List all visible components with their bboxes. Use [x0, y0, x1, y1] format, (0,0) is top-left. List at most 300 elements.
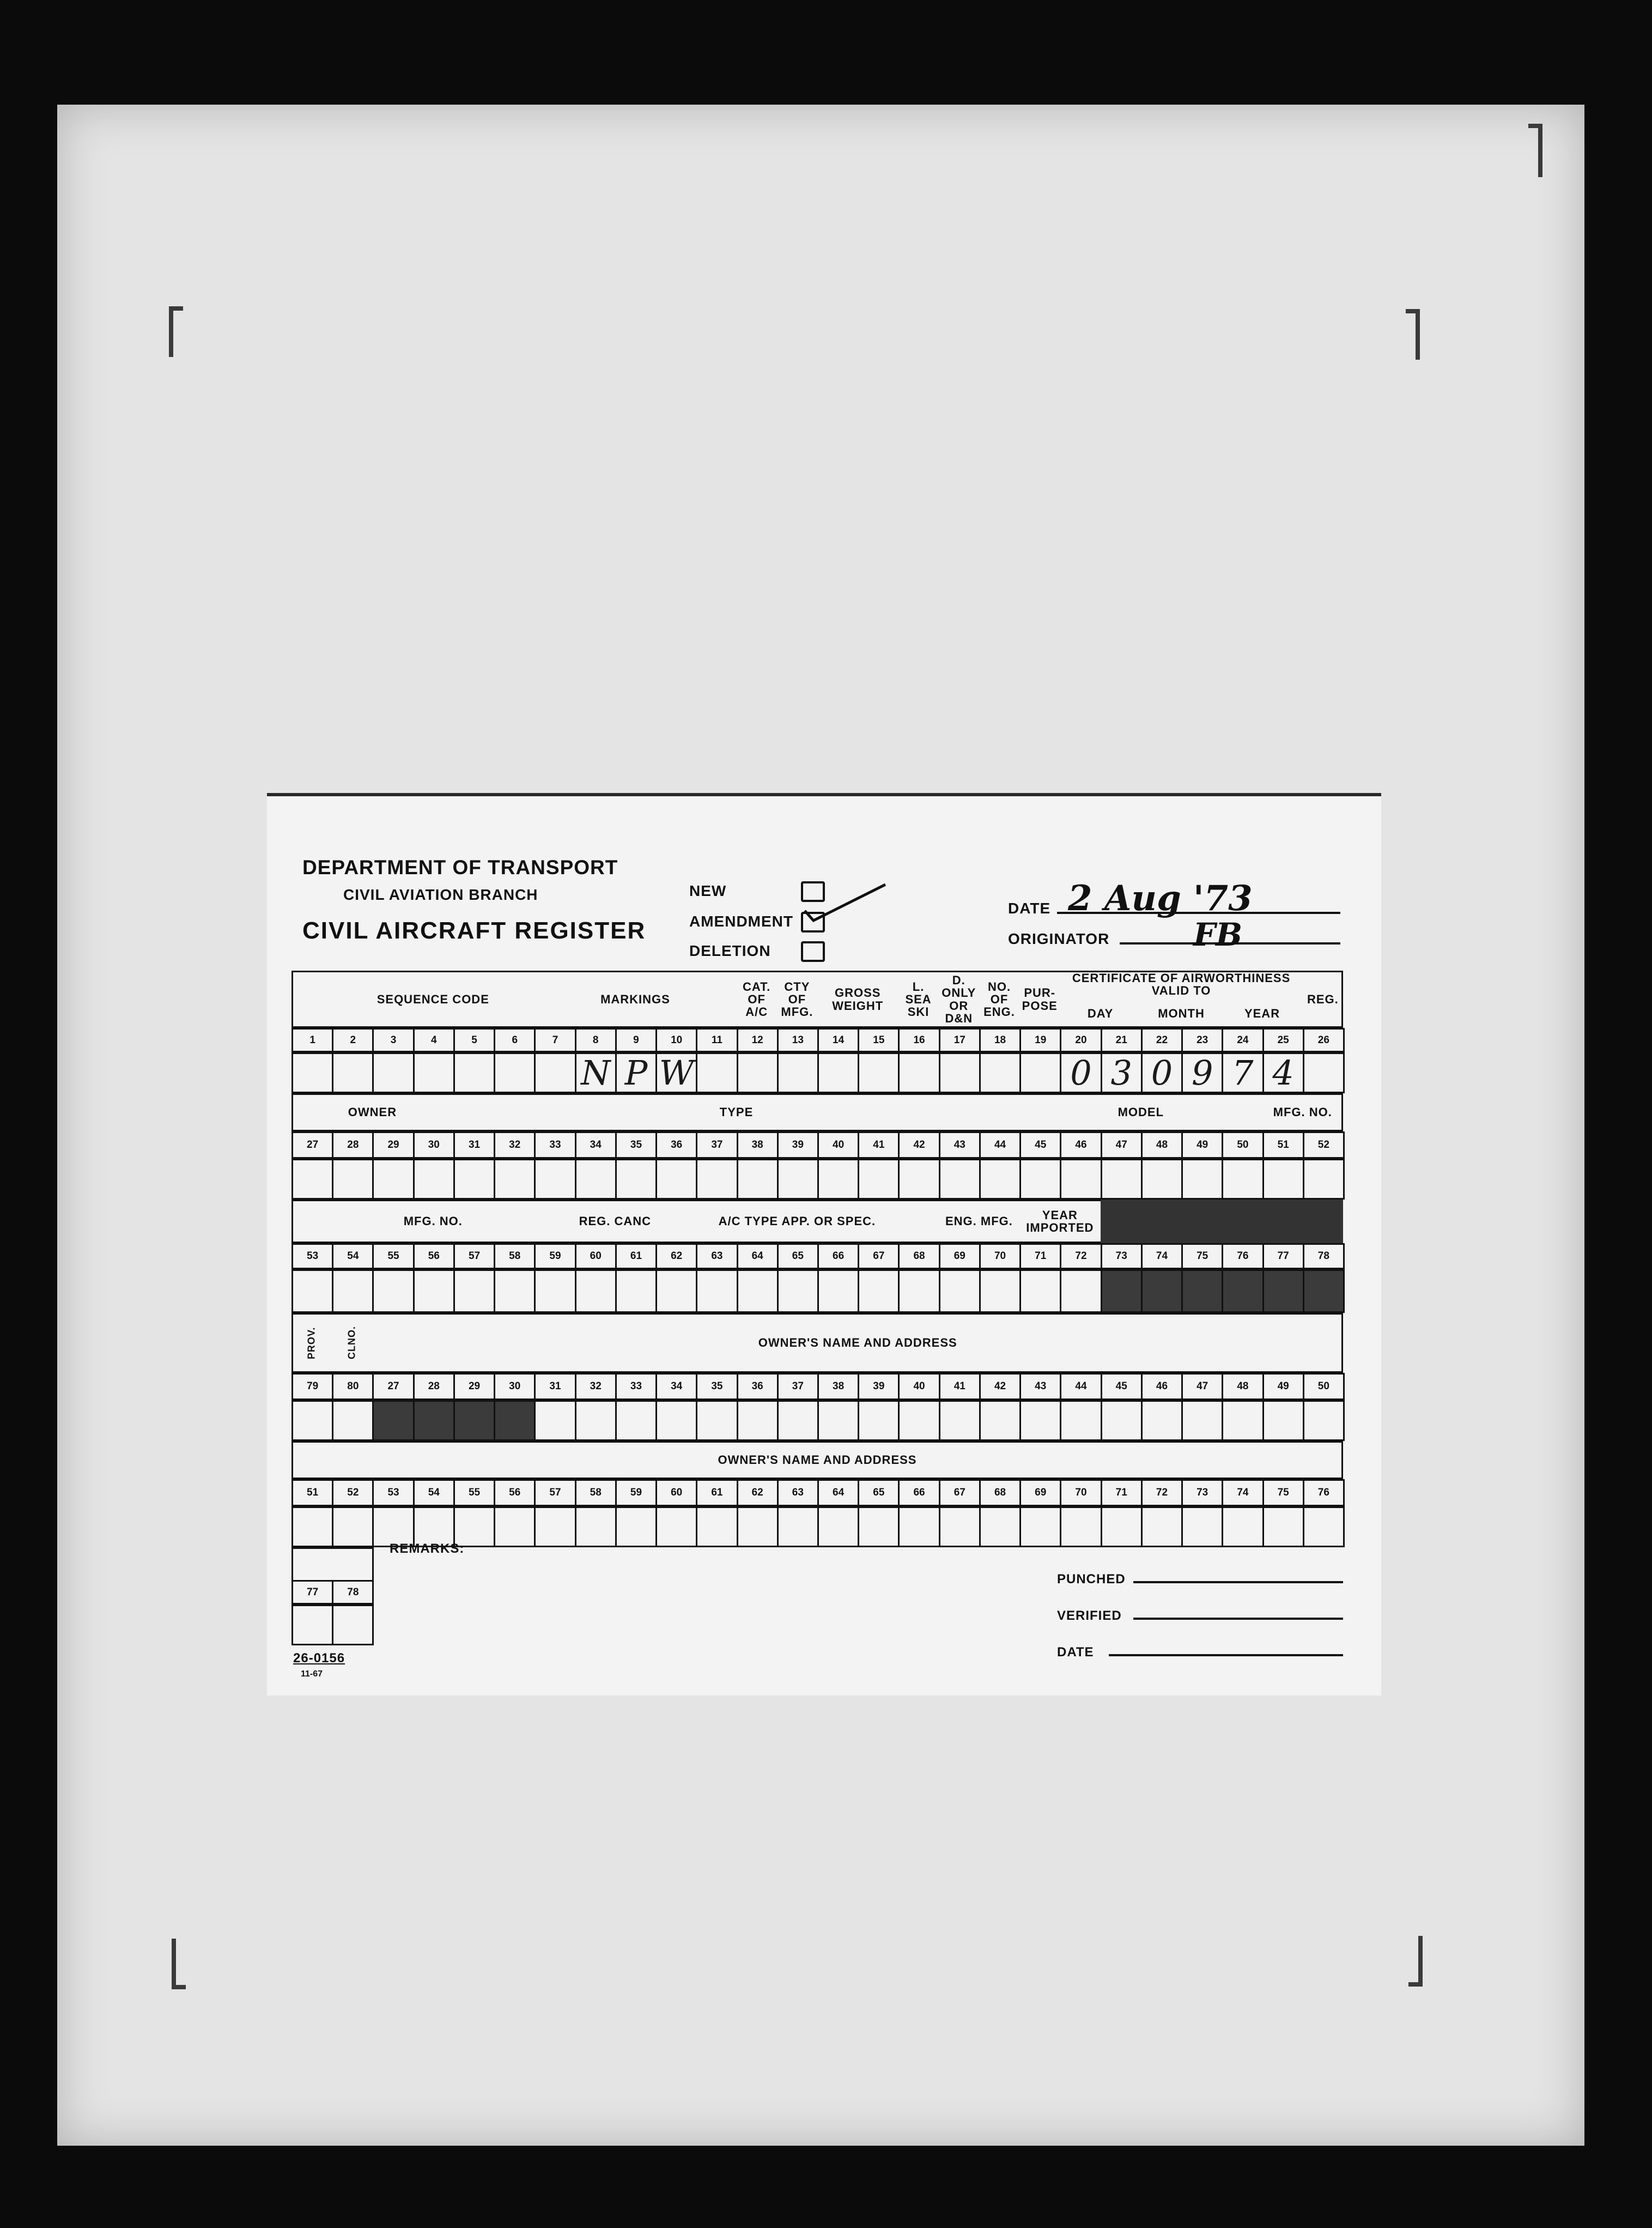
owner-name-header-2: OWNER'S NAME AND ADDRESS [718, 1453, 917, 1467]
row2-entry[interactable] [615, 1159, 657, 1200]
row1-number-23: 23 [1181, 1028, 1223, 1052]
row5-number-62: 62 [737, 1479, 779, 1506]
row1-entry[interactable] [737, 1052, 779, 1093]
row1-number-8: 8 [575, 1028, 617, 1052]
row1-number-5: 5 [453, 1028, 495, 1052]
row3-number-59: 59 [534, 1243, 576, 1269]
row3-number-54: 54 [332, 1243, 374, 1269]
row1-number-11: 11 [696, 1028, 738, 1052]
row3-entry[interactable] [575, 1269, 617, 1313]
row5-number-74: 74 [1222, 1479, 1264, 1506]
remarks-frame [291, 1547, 374, 1582]
row1-number-1: 1 [291, 1028, 333, 1052]
row2-number-27: 27 [291, 1131, 333, 1159]
row4-number-35: 35 [696, 1373, 738, 1400]
row3-entry[interactable] [291, 1269, 333, 1313]
row1-number-24: 24 [1222, 1028, 1264, 1052]
row3-entry[interactable] [979, 1269, 1021, 1313]
form-date: 11-67 [301, 1669, 323, 1679]
register-card [267, 793, 1381, 1696]
row2-number-51: 51 [1262, 1131, 1304, 1159]
date-label: DATE [1008, 900, 1051, 917]
row4-entry[interactable] [1060, 1400, 1102, 1441]
lsea-header: L. SEA SKI [905, 979, 932, 1019]
row5-number-53: 53 [372, 1479, 414, 1506]
row5-entry[interactable] [979, 1506, 1021, 1547]
row3-entry[interactable] [939, 1269, 981, 1313]
row4-entry[interactable] [737, 1400, 779, 1441]
row4-entry[interactable] [291, 1400, 333, 1441]
remarks-entry[interactable] [291, 1605, 333, 1645]
row1-entry[interactable]: 4 [1262, 1052, 1304, 1093]
row1-number-21: 21 [1101, 1028, 1143, 1052]
row3-entry[interactable] [858, 1269, 900, 1313]
row5-number-76: 76 [1303, 1479, 1345, 1506]
row3-number-66: 66 [817, 1243, 859, 1269]
row2-number-39: 39 [777, 1131, 819, 1159]
branch-title: CIVIL AVIATION BRANCH [343, 886, 538, 903]
department-title: DEPARTMENT OF TRANSPORT [302, 856, 618, 879]
row1-number-9: 9 [615, 1028, 657, 1052]
row3-number-60: 60 [575, 1243, 617, 1269]
row4-number-27: 27 [372, 1373, 414, 1400]
row2-entry[interactable] [696, 1159, 738, 1200]
crop-mark-bottom-right [1408, 1936, 1423, 1987]
row2-entry[interactable] [777, 1159, 819, 1200]
row5-entry[interactable] [332, 1506, 374, 1547]
row2-number-38: 38 [737, 1131, 779, 1159]
row3-entry[interactable] [1303, 1269, 1345, 1313]
row3-number-53: 53 [291, 1243, 333, 1269]
row2-entry[interactable] [1303, 1159, 1345, 1200]
row5-number-60: 60 [655, 1479, 697, 1506]
row2-number-50: 50 [1222, 1131, 1264, 1159]
row1-entry[interactable] [1019, 1052, 1061, 1093]
row1-entry[interactable] [413, 1052, 455, 1093]
sequence-code-header: SEQUENCE CODE [376, 992, 489, 1006]
row5-entry[interactable] [655, 1506, 697, 1547]
row5-entry[interactable] [1101, 1506, 1143, 1547]
prov-header: PROV. [306, 1327, 317, 1359]
row2-entry[interactable] [655, 1159, 697, 1200]
row3-entry[interactable] [696, 1269, 738, 1313]
row5-number-66: 66 [898, 1479, 940, 1506]
check-mark-icon [798, 878, 891, 927]
row3-entry[interactable] [817, 1269, 859, 1313]
row5-entry[interactable] [1222, 1506, 1264, 1547]
row3-entry[interactable] [1181, 1269, 1223, 1313]
row1-number-26: 26 [1303, 1028, 1345, 1052]
row5-entry[interactable] [858, 1506, 900, 1547]
row1-entry[interactable] [494, 1052, 536, 1093]
row2-entry[interactable] [1019, 1159, 1061, 1200]
row4-entry[interactable] [1262, 1400, 1304, 1441]
row4-number-48: 48 [1222, 1373, 1264, 1400]
row2-number-33: 33 [534, 1131, 576, 1159]
row2-number-46: 46 [1060, 1131, 1102, 1159]
row5-number-58: 58 [575, 1479, 617, 1506]
row1-entry[interactable] [979, 1052, 1021, 1093]
row3-entry[interactable] [1222, 1269, 1264, 1313]
row1-number-17: 17 [939, 1028, 981, 1052]
row5-number-59: 59 [615, 1479, 657, 1506]
row2-number-40: 40 [817, 1131, 859, 1159]
row4-number-41: 41 [939, 1373, 981, 1400]
row5-entry[interactable] [777, 1506, 819, 1547]
row5-number-72: 72 [1141, 1479, 1183, 1506]
row2-entry[interactable] [1101, 1159, 1143, 1200]
row1-entry[interactable] [817, 1052, 859, 1093]
row1-number-16: 16 [898, 1028, 940, 1052]
row4-number-29: 29 [453, 1373, 495, 1400]
row2-number-29: 29 [372, 1131, 414, 1159]
row1-entry[interactable] [453, 1052, 495, 1093]
row3-number-77: 77 [1262, 1243, 1304, 1269]
originator-value: FB [1193, 916, 1243, 953]
row2-number-43: 43 [939, 1131, 981, 1159]
row2-entry[interactable] [1222, 1159, 1264, 1200]
row4-entry[interactable] [858, 1400, 900, 1441]
row2-number-31: 31 [453, 1131, 495, 1159]
row4-number-31: 31 [534, 1373, 576, 1400]
row3-number-69: 69 [939, 1243, 981, 1269]
row2-number-48: 48 [1141, 1131, 1183, 1159]
type-header: TYPE [719, 1105, 754, 1119]
row1-entry[interactable] [696, 1052, 738, 1093]
row1-number-18: 18 [979, 1028, 1021, 1052]
row2-number-37: 37 [696, 1131, 738, 1159]
row4-entry[interactable] [1222, 1400, 1264, 1441]
row2-number-32: 32 [494, 1131, 536, 1159]
actype-header: A/C TYPE APP. OR SPEC. [718, 1214, 876, 1228]
row4-number-44: 44 [1060, 1373, 1102, 1400]
row4-number-30: 30 [494, 1373, 536, 1400]
row5-number-69: 69 [1019, 1479, 1061, 1506]
row5-entry[interactable] [1262, 1506, 1304, 1547]
row4-number-28: 28 [413, 1373, 455, 1400]
row2-entry[interactable] [453, 1159, 495, 1200]
row2-entry[interactable] [737, 1159, 779, 1200]
row4-number-39: 39 [858, 1373, 900, 1400]
row4-entry[interactable] [332, 1400, 374, 1441]
row4-number-43: 43 [1019, 1373, 1061, 1400]
row4-number-80: 80 [332, 1373, 374, 1400]
row2-number-47: 47 [1101, 1131, 1143, 1159]
row4-entry[interactable] [1101, 1400, 1143, 1441]
row4-entry[interactable] [615, 1400, 657, 1441]
row3-entry[interactable] [413, 1269, 455, 1313]
row1-entry[interactable] [858, 1052, 900, 1093]
deletion-label: DELETION [689, 942, 771, 959]
row3-number-76: 76 [1222, 1243, 1264, 1269]
mfg-no-header: MFG. NO. [1273, 1105, 1332, 1119]
row5-entry[interactable] [575, 1506, 617, 1547]
row1-number-19: 19 [1019, 1028, 1061, 1052]
row3-number-57: 57 [453, 1243, 495, 1269]
row4-entry[interactable] [898, 1400, 940, 1441]
row3-entry[interactable] [1060, 1269, 1102, 1313]
row5-entry[interactable] [1141, 1506, 1183, 1547]
row4-number-49: 49 [1262, 1373, 1304, 1400]
row3-number-67: 67 [858, 1243, 900, 1269]
row5-number-75: 75 [1262, 1479, 1304, 1506]
row3-entry[interactable] [737, 1269, 779, 1313]
row2-entry[interactable] [1181, 1159, 1223, 1200]
cty-header: CTY OF MFG. [781, 979, 813, 1019]
row2-entry[interactable] [291, 1159, 333, 1200]
row5-entry[interactable] [291, 1506, 333, 1547]
date-value: 2 Aug '73 [1068, 878, 1253, 919]
year-imported-header: YEAR IMPORTED [1026, 1208, 1094, 1234]
row5-number-63: 63 [777, 1479, 819, 1506]
row2-entry[interactable] [939, 1159, 981, 1200]
row2-entry[interactable] [1262, 1159, 1304, 1200]
row5-entry[interactable] [1060, 1506, 1102, 1547]
row1-entry[interactable]: 3 [1101, 1052, 1143, 1093]
owner-name-header: OWNER'S NAME AND ADDRESS [758, 1336, 957, 1350]
row2-number-41: 41 [858, 1131, 900, 1159]
row3-number-61: 61 [615, 1243, 657, 1269]
row2-number-30: 30 [413, 1131, 455, 1159]
row4-entry[interactable] [1141, 1400, 1183, 1441]
register-grid [291, 971, 1343, 1608]
row2-entry[interactable] [494, 1159, 536, 1200]
row1-entry[interactable]: W [655, 1052, 697, 1093]
amendment-label: AMENDMENT [689, 913, 793, 930]
row5-number-55: 55 [453, 1479, 495, 1506]
row4-entry[interactable] [1303, 1400, 1345, 1441]
row3-number-63: 63 [696, 1243, 738, 1269]
row5-number-65: 65 [858, 1479, 900, 1506]
row4-entry[interactable] [372, 1400, 414, 1441]
remarks-entry[interactable] [332, 1605, 374, 1645]
row1-number-4: 4 [413, 1028, 455, 1052]
row4-number-50: 50 [1303, 1373, 1345, 1400]
row5-entry[interactable] [1181, 1506, 1223, 1547]
crop-mark-top-left [169, 306, 183, 357]
row4-entry[interactable] [1181, 1400, 1223, 1441]
row1-number-10: 10 [655, 1028, 697, 1052]
row5-entry[interactable] [939, 1506, 981, 1547]
remarks-number-78: 78 [332, 1580, 374, 1605]
row3-entry[interactable] [332, 1269, 374, 1313]
row5-number-57: 57 [534, 1479, 576, 1506]
month-header: MONTH [1158, 1006, 1205, 1020]
row1-number-6: 6 [494, 1028, 536, 1052]
cat-header: CAT. OF A/C [743, 979, 771, 1019]
row2-number-45: 45 [1019, 1131, 1061, 1159]
crop-mark-top-right [1406, 309, 1420, 360]
row1-entry[interactable]: 0 [1060, 1052, 1102, 1093]
row1-entry[interactable] [291, 1052, 333, 1093]
row5-number-64: 64 [817, 1479, 859, 1506]
row5-entry[interactable] [737, 1506, 779, 1547]
row3-entry[interactable] [494, 1269, 536, 1313]
row2-entry[interactable] [1060, 1159, 1102, 1200]
row3-entry[interactable] [453, 1269, 495, 1313]
row4-number-45: 45 [1101, 1373, 1143, 1400]
row4-entry[interactable] [453, 1400, 495, 1441]
year-header: YEAR [1244, 1006, 1280, 1020]
row1-entry[interactable]: N [575, 1052, 617, 1093]
row4-number-38: 38 [817, 1373, 859, 1400]
originator-label: ORIGINATOR [1008, 930, 1110, 947]
row4-number-33: 33 [615, 1373, 657, 1400]
row4-number-46: 46 [1141, 1373, 1183, 1400]
row2-entry[interactable] [372, 1159, 414, 1200]
row5-entry[interactable] [696, 1506, 738, 1547]
row5-entry[interactable] [817, 1506, 859, 1547]
row4-number-79: 79 [291, 1373, 333, 1400]
deletion-checkbox[interactable] [801, 941, 825, 962]
gross-weight-header: GROSS WEIGHT [832, 986, 884, 1013]
row4-entry[interactable] [534, 1400, 576, 1441]
row1-entry[interactable]: 9 [1181, 1052, 1223, 1093]
row1-entry[interactable] [939, 1052, 981, 1093]
row5-entry[interactable] [494, 1506, 536, 1547]
row5-number-52: 52 [332, 1479, 374, 1506]
crop-mark-bottom-left [172, 1939, 186, 1989]
row4-number-37: 37 [777, 1373, 819, 1400]
register-title: CIVIL AIRCRAFT REGISTER [302, 917, 646, 944]
row1-number-15: 15 [858, 1028, 900, 1052]
row3-number-65: 65 [777, 1243, 819, 1269]
row1-number-20: 20 [1060, 1028, 1102, 1052]
reg-header: REG. [1307, 992, 1339, 1006]
row5-number-71: 71 [1101, 1479, 1143, 1506]
row4-entry[interactable] [939, 1400, 981, 1441]
row3-number-75: 75 [1181, 1243, 1223, 1269]
row4-entry[interactable] [979, 1400, 1021, 1441]
punched-label: PUNCHED [1057, 1572, 1126, 1587]
day-header: DAY [1087, 1006, 1114, 1020]
markings-header: MARKINGS [600, 992, 670, 1006]
row4-number-34: 34 [655, 1373, 697, 1400]
new-label: NEW [689, 882, 727, 899]
row5-entry[interactable] [1303, 1506, 1345, 1547]
row1-entry[interactable] [777, 1052, 819, 1093]
row1-entry[interactable] [372, 1052, 414, 1093]
row4-entry[interactable] [575, 1400, 617, 1441]
row2-entry[interactable] [534, 1159, 576, 1200]
row1-entry[interactable] [332, 1052, 374, 1093]
row2-number-42: 42 [898, 1131, 940, 1159]
purpose-header: PUR-POSE [1022, 986, 1058, 1013]
row3-number-55: 55 [372, 1243, 414, 1269]
row3-number-72: 72 [1060, 1243, 1102, 1269]
row3-entry[interactable] [1019, 1269, 1061, 1313]
row3-number-62: 62 [655, 1243, 697, 1269]
row4-entry[interactable] [696, 1400, 738, 1441]
row1-number-7: 7 [534, 1028, 576, 1052]
row2-entry[interactable] [817, 1159, 859, 1200]
row3-entry[interactable] [372, 1269, 414, 1313]
row5-number-73: 73 [1181, 1479, 1223, 1506]
row1-number-14: 14 [817, 1028, 859, 1052]
certificate-header: CERTIFICATE OF AIRWORTHINESS VALID TO [1072, 971, 1291, 997]
row2-entry[interactable] [575, 1159, 617, 1200]
row1-number-2: 2 [332, 1028, 374, 1052]
row1-number-25: 25 [1262, 1028, 1304, 1052]
row2-number-35: 35 [615, 1131, 657, 1159]
row4-number-42: 42 [979, 1373, 1021, 1400]
row4-number-40: 40 [898, 1373, 940, 1400]
row1-number-3: 3 [372, 1028, 414, 1052]
row4-entry[interactable] [494, 1400, 536, 1441]
row3-entry[interactable] [898, 1269, 940, 1313]
row5-entry[interactable] [1019, 1506, 1061, 1547]
row2-entry[interactable] [979, 1159, 1021, 1200]
row5-number-61: 61 [696, 1479, 738, 1506]
row4-entry[interactable] [1019, 1400, 1061, 1441]
row1-entry[interactable]: 0 [1141, 1052, 1183, 1093]
row3-number-58: 58 [494, 1243, 536, 1269]
row3-entry[interactable] [1101, 1269, 1143, 1313]
row5-entry[interactable] [534, 1506, 576, 1547]
row2-entry[interactable] [413, 1159, 455, 1200]
row4-entry[interactable] [413, 1400, 455, 1441]
crop-mark-corner [1528, 124, 1542, 177]
remarks-number-77: 77 [291, 1580, 333, 1605]
row3-number-78: 78 [1303, 1243, 1345, 1269]
row4-entry[interactable] [777, 1400, 819, 1441]
row1-number-13: 13 [777, 1028, 819, 1052]
row3-entry[interactable] [1262, 1269, 1304, 1313]
row4-number-32: 32 [575, 1373, 617, 1400]
row5-number-68: 68 [979, 1479, 1021, 1506]
owner-header: OWNER [348, 1105, 397, 1119]
row3-entry[interactable] [534, 1269, 576, 1313]
mfg-no-header-2: MFG. NO. [403, 1214, 463, 1228]
row5-entry[interactable] [898, 1506, 940, 1547]
row2-entry[interactable] [332, 1159, 374, 1200]
row4-entry[interactable] [817, 1400, 859, 1441]
row5-number-54: 54 [413, 1479, 455, 1506]
row3-entry[interactable] [777, 1269, 819, 1313]
row2-entry[interactable] [1141, 1159, 1183, 1200]
row5-number-51: 51 [291, 1479, 333, 1506]
row1-entry[interactable]: 7 [1222, 1052, 1264, 1093]
row1-entry[interactable]: P [615, 1052, 657, 1093]
row2-entry[interactable] [898, 1159, 940, 1200]
row3-entry[interactable] [615, 1269, 657, 1313]
row2-number-49: 49 [1181, 1131, 1223, 1159]
row2-entry[interactable] [858, 1159, 900, 1200]
row2-number-44: 44 [979, 1131, 1021, 1159]
row1-entry[interactable] [534, 1052, 576, 1093]
row3-entry[interactable] [1141, 1269, 1183, 1313]
row1-number-12: 12 [737, 1028, 779, 1052]
row3-number-74: 74 [1141, 1243, 1183, 1269]
row3-entry[interactable] [655, 1269, 697, 1313]
row3-number-56: 56 [413, 1243, 455, 1269]
row3-number-70: 70 [979, 1243, 1021, 1269]
row4-entry[interactable] [655, 1400, 697, 1441]
eng-mfg-header: ENG. MFG. [945, 1214, 1013, 1228]
remarks-label: REMARKS: [390, 1541, 465, 1556]
shaded-block [1101, 1200, 1343, 1243]
model-header: MODEL [1117, 1105, 1164, 1119]
row5-entry[interactable] [615, 1506, 657, 1547]
row3-number-73: 73 [1101, 1243, 1143, 1269]
bottom-date-label: DATE [1057, 1645, 1094, 1660]
row1-entry[interactable] [898, 1052, 940, 1093]
row5-number-67: 67 [939, 1479, 981, 1506]
row1-entry[interactable] [1303, 1052, 1345, 1093]
row5-number-70: 70 [1060, 1479, 1102, 1506]
row3-number-68: 68 [898, 1243, 940, 1269]
form-number: 26-0156 [293, 1651, 345, 1666]
